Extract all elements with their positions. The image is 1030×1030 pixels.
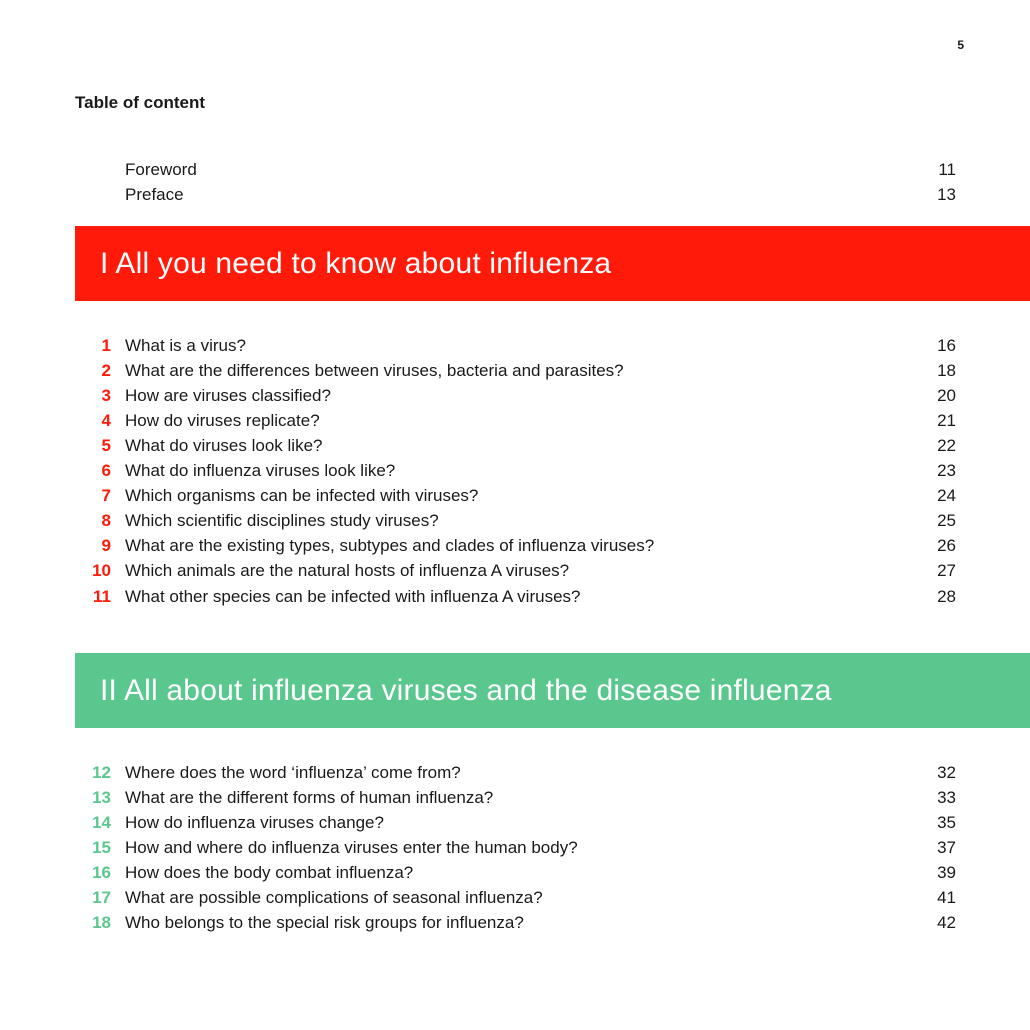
toc-entry-page: 24 [937, 486, 956, 505]
toc-entry-label: What other species can be infected with influenza A viruses? [125, 587, 581, 606]
toc-entry[interactable] [75, 383, 956, 408]
toc-entry-number: 15 [92, 838, 111, 857]
toc-entry-number: 2 [101, 361, 111, 380]
toc-entry[interactable] [75, 785, 956, 810]
toc-entry-number: 17 [92, 888, 111, 907]
toc-entry-label: How and where do influenza viruses enter the human body? [125, 838, 578, 857]
toc-entry-page: 37 [937, 838, 956, 857]
toc-entry-page: 16 [937, 336, 956, 355]
page-title: Table of content [75, 93, 206, 112]
toc-entry[interactable] [75, 333, 956, 358]
toc-entry-number: 7 [101, 486, 111, 505]
toc-entry-label: What are possible complications of seasonal influenza? [125, 888, 543, 907]
toc-entry-page: 18 [937, 361, 956, 380]
toc-entry[interactable] [75, 860, 956, 885]
toc-entry[interactable] [75, 508, 956, 533]
toc-entry[interactable] [75, 358, 956, 383]
toc-entry[interactable] [75, 558, 956, 583]
toc-entry[interactable] [75, 458, 956, 483]
toc-entry-label: Which organisms can be infected with viruses? [125, 486, 479, 505]
toc-entry-label: Which animals are the natural hosts of influenza A viruses? [125, 561, 570, 580]
toc-entry-page: 42 [937, 913, 956, 932]
toc-entry[interactable] [75, 433, 956, 458]
toc-entry-page: 28 [937, 587, 956, 606]
toc-entry-number: 11 [93, 587, 111, 606]
toc-entry-page: 41 [937, 888, 956, 907]
section-heading-1: I All you need to know about influenza [75, 226, 1030, 301]
toc-entry-page: 21 [937, 411, 956, 430]
toc-entry[interactable] [75, 885, 956, 910]
toc-entry-number: 9 [101, 536, 111, 555]
toc-entry-label: What do viruses look like? [125, 436, 323, 455]
toc-entry[interactable] [75, 810, 956, 835]
section-heading-2: II All about influenza viruses and the disease influenza [75, 653, 1030, 728]
toc-entry-label: Preface [125, 185, 184, 204]
toc-entry-page: 26 [937, 536, 956, 555]
toc-entry-label: What do influenza viruses look like? [125, 461, 396, 480]
toc-entry-label: How do influenza viruses change? [125, 813, 384, 832]
toc-entry-number: 8 [101, 511, 111, 530]
toc-entry-label: How do viruses replicate? [125, 411, 320, 430]
toc-entry-label: What are the different forms of human influenza? [125, 788, 494, 807]
page-number: 5 [957, 38, 964, 52]
toc-entry-page: 32 [937, 763, 956, 782]
toc-entry-page: 39 [937, 863, 956, 882]
toc-entry-number: 13 [92, 788, 111, 807]
toc-entry-page: 33 [937, 788, 956, 807]
toc-entry[interactable] [75, 835, 956, 860]
toc-entry-preface[interactable] [75, 182, 956, 207]
toc-entry-label: Which scientific disciplines study viruses? [125, 511, 439, 530]
toc-entry[interactable] [75, 584, 956, 609]
toc-entry-page: 25 [937, 511, 956, 530]
toc-entry-page: 13 [937, 185, 956, 204]
toc-entry-page: 22 [937, 436, 956, 455]
toc-entry-label: Who belongs to the special risk groups for influenza? [125, 913, 524, 932]
toc-entry[interactable] [75, 910, 956, 935]
toc-entry-page: 35 [937, 813, 956, 832]
toc-entry-number: 1 [101, 336, 111, 355]
toc-entry-page: 27 [937, 561, 956, 580]
toc-entry-number: 6 [101, 461, 111, 480]
toc-entry-page: 23 [937, 461, 956, 480]
toc-entry-label: How are viruses classified? [125, 386, 331, 405]
toc-entry-label: Foreword [125, 160, 197, 179]
toc-entry-number: 12 [92, 763, 111, 782]
toc-entry-number: 3 [101, 386, 111, 405]
toc-entry-number: 16 [92, 863, 111, 882]
toc-entry-number: 10 [92, 561, 111, 580]
toc-entry-page: 11 [938, 160, 956, 179]
toc-entry[interactable] [75, 483, 956, 508]
toc-entry-label: How does the body combat influenza? [125, 863, 414, 882]
toc-entry-number: 14 [92, 813, 111, 832]
toc-entry-label: What are the differences between viruses, bacteria and parasites? [125, 361, 624, 380]
toc-entry[interactable] [75, 533, 956, 558]
toc-entry-number: 5 [101, 436, 111, 455]
toc-entry[interactable] [75, 760, 956, 785]
toc-entry-number: 18 [92, 913, 111, 932]
toc-entry[interactable] [75, 408, 956, 433]
toc-entry-label: Where does the word ‘influenza’ come from? [125, 763, 461, 782]
toc-entry-page: 20 [937, 386, 956, 405]
toc-entry-number: 4 [101, 411, 111, 430]
toc-entry-label: What are the existing types, subtypes and clades of influenza viruses? [125, 536, 655, 555]
toc-entry-foreword[interactable] [75, 157, 956, 182]
toc-entry-label: What is a virus? [125, 336, 246, 355]
